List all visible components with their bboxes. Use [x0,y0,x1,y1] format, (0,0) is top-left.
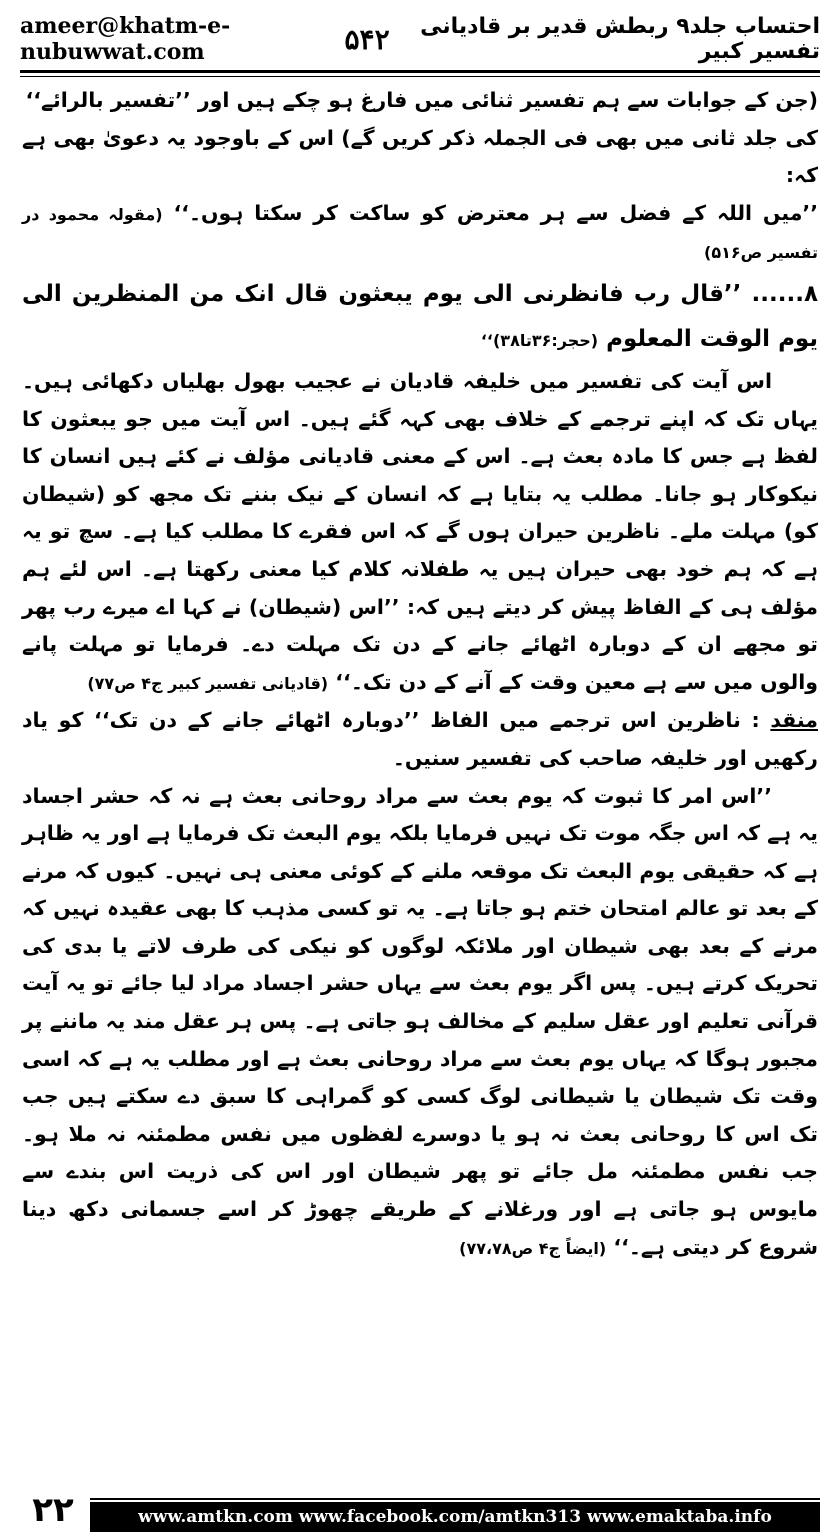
header-email: ameer@khatm-e-nubuwwat.com [20,13,231,65]
arabic-verse: ’’قال رب فانظرنی الی یوم یبعثون قال انک من المنظرین الی یوم الوقت المعلوم [22,280,818,352]
quote-reference: (مقولہ محمود در تفسیر ص۵۱۶) [22,204,818,263]
critic-paragraph [22,702,818,777]
critic-label: منقد [770,708,818,733]
paragraph-1 [22,363,818,702]
footer-rule [90,1498,820,1500]
quote-line [22,195,818,272]
body-text [22,82,818,1267]
page-header [20,14,820,64]
header-rule-thick [20,70,820,73]
page-footer [20,1488,820,1532]
arabic-verse-reference: (حجر:۳۶تا۳۸)‘‘ [480,330,599,350]
critic-text: : ناظرین اس ترجمے میں الفاظ ’’دوبارہ اٹھائے جانے کے دن تک‘‘ کو یاد رکھیں اور خلیفہ صاحب کی تفسیر سنیں۔ [22,708,818,770]
header-book-title: احتساب جلد۹ ربطش قدیر بر قادیانی تفسیر کبیر [420,14,820,64]
body-line-1: (جن کے جوابات سے ہم تفسیر ثنائی میں فارغ ہو چکے ہیں اور ’’تفسیر بالرائے‘‘ [25,88,818,112]
paragraph-2 [22,778,818,1268]
body-line-2: کی جلد ثانی میں بھی فی الجملہ ذکر کریں گے) اس کے باوجود یہ دعویٰ بھی ہے کہ: [22,125,818,188]
header-rule-thin [20,76,820,77]
footer-bar [90,1502,820,1532]
quote-text: ’’میں اللہ کے فضل سے ہر معترض کو ساکت کر سکتا ہوں۔‘‘ [173,200,819,225]
item-number: ۸...... [751,280,818,307]
arabic-verse-block [22,272,818,363]
footer-page-number: ۲۲ [32,1490,74,1530]
header-page-number: ۵۴۲ [344,22,390,56]
paragraph-2-reference: (ایضاً ج۴ ص۷۷،۷۸) [459,1238,607,1258]
header-left [20,13,390,65]
paragraph-1-text: اس آیت کی تفسیر میں خلیفہ قادیان نے عجیب بھول بھلیاں دکھائی ہیں۔ یہاں تک کہ اپنے ترجمے کے خلاف بھی کہہ گئے ہیں۔ اس آیت میں جو یبعثون کا لفظ ہے جس کا مادہ بعث ہے۔ اس کے معنی قادیانی مؤلف نے کئے ہیں انسان کا نیکوکار ہو جانا۔ مطلب یہ بتایا ہے کہ انسان کے نیک بننے تک مجھ کو (شیطان کو) مہلت ملے۔ ناظرین حیران ہوں گے کہ اس فقرے کا مطلب کیا ہے۔ سچ تو یہ ہے کہ ہم خود بھی حیران ہیں یہ طفلانہ کلام کیا معنی رکھتا ہے۔ اس لئے ہم مؤلف ہی کے الفاظ پیش کر دیتے ہیں کہ: ’’اس (شیطان) نے کہا اے میرے رب پھر تو مجھے ان کے دوبارہ اٹھائے جانے کے دن تک مہلت دے۔ فرمایا تو مہلت پانے والوں میں سے ہے معین وقت کے آنے کے دن تک۔‘‘ [22,368,818,694]
footer-links[interactable]: www.amtkn.com www.facebook.com/amtkn313 www.emaktaba.info [138,1507,772,1527]
paragraph-1-reference: (قادیانی تفسیر کبیر ج۴ ص۷۷) [87,673,329,693]
paragraph-2-text: ’’اس امر کا ثبوت کہ یوم بعث سے مراد روحانی بعث ہے نہ کہ حشر اجساد یہ ہے کہ اس جگہ موت تک نہیں فرمایا بلکہ یوم البعث تک فرمایا ہے اور یہ ظاہر ہے کہ حقیقی یوم البعث تک موقعہ ملنے کے کوئی معنی ہی نہیں۔ کیوں کہ مرنے کے بعد تو عالم امتحان ختم ہو جاتا ہے۔ یہ تو کسی مذہب کا بھی عقیدہ نہیں کہ مرنے کے بعد بھی شیطان اور ملائکہ لوگوں کو نیکی کی طرف لاتے یا بدی کی تحریک کرتے ہیں۔ پس اگر یوم بعث سے یہاں حشر اجساد مراد لیا جائے تو یہ آیت قرآنی تعلیم اور عقل سلیم کے مخالف ہو جاتی ہے۔ پس ہر عقل مند یہ ماننے پر مجبور ہوگا کہ یہاں یوم بعث سے مراد روحانی بعث ہے اور مطلب یہ ہے کہ اسی وقت تک شیطان یا شیطانی لوگ کسی کو گمراہی کا سبق دے سکتے ہیں جب تک اس کا روحانی بعث نہ ہو یا دوسرے لفظوں میں نفس مطمئنہ نہ ملا ہو۔ جب نفس مطمئنہ مل جائے تو پھر شیطان اور اس کی ذریت اس بندے سے مایوس ہو جاتی ہے اور ورغلانے کے طریقے چھوڑ کر اسے جسمانی دکھ دینا شروع کر دیتی ہے۔‘‘ [22,783,818,1259]
